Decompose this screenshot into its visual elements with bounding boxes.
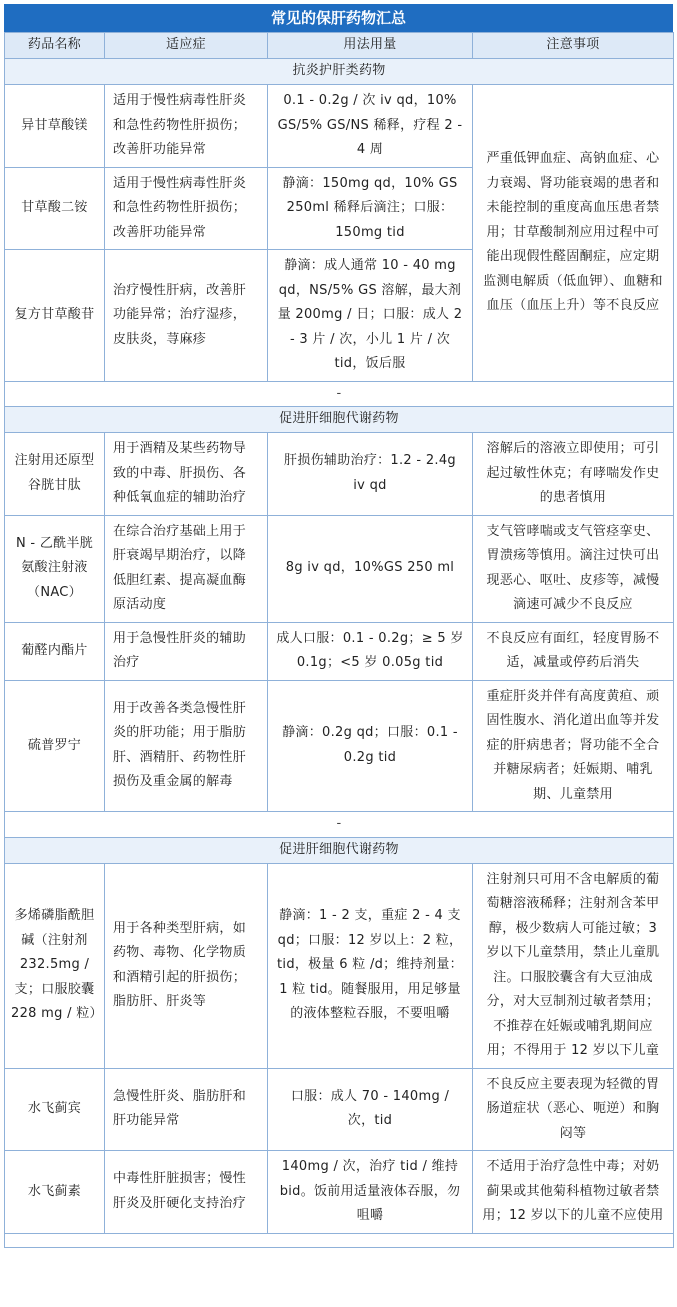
- section-row: [5, 837, 674, 863]
- drug-name: 水飞蓟素: [5, 1151, 105, 1234]
- section-row: [5, 59, 674, 85]
- indication: 用于改善各类急慢性肝炎的肝功能；用于脂肪肝、酒精肝、药物性肝损伤及重金属的解毒: [105, 680, 268, 812]
- indication: 适用于慢性病毒性肝炎和急性药物性肝损伤；改善肝功能异常: [105, 85, 268, 168]
- indication: 用于急慢性肝炎的辅助治疗: [105, 622, 268, 680]
- drug-table: [4, 32, 674, 1248]
- section-label: 抗炎护肝类药物: [5, 59, 674, 85]
- dosage: 静滴：150mg qd，10% GS 250ml 稀释后滴注；口服：150mg tid: [268, 167, 473, 250]
- drug-name: 甘草酸二铵: [5, 167, 105, 250]
- table-row: [5, 622, 674, 680]
- indication: 中毒性肝脏损害；慢性肝炎及肝硬化支持治疗: [105, 1151, 268, 1234]
- table-title: 常见的保肝药物汇总: [4, 4, 673, 32]
- note: 溶解后的溶液立即使用；可引起过敏性休克；有哮喘发作史的患者慎用: [473, 433, 674, 516]
- drug-name: 复方甘草酸苷: [5, 250, 105, 382]
- section-label: 促进肝细胞代谢药物: [5, 407, 674, 433]
- note: 不良反应主要表现为轻微的胃肠道症状（恶心、呃逆）和胸闷等: [473, 1068, 674, 1151]
- dosage: 静滴：0.2g qd；口服：0.1 - 0.2g tid: [268, 680, 473, 812]
- note: 重症肝炎并伴有高度黄疸、顽固性腹水、消化道出血等并发症的肝病患者；肾功能不全合并糖尿病者；妊娠期、哺乳期、儿童禁用: [473, 680, 674, 812]
- drug-name: 注射用还原型谷胱甘肽: [5, 433, 105, 516]
- drug-name: N - 乙酰半胱氨酸注射液（NAC）: [5, 515, 105, 622]
- note: 注射剂只可用不含电解质的葡萄糖溶液稀释；注射剂含苯甲醇，极少数病人可能过敏；3 岁以下儿童禁用，禁止儿童肌注。口服胶囊含有大豆油成分，对大豆制剂过敏者禁用；不推荐在妊娠或哺乳期间应用；不得用于 12 岁以下儿童: [473, 863, 674, 1068]
- table-row: [5, 863, 674, 1068]
- section-row: [5, 407, 674, 433]
- header-dosage: 用法用量: [268, 33, 473, 59]
- dosage: 成人口服：0.1 - 0.2g；≥ 5 岁 0.1g；<5 岁 0.05g tid: [268, 622, 473, 680]
- header-notes: 注意事项: [473, 33, 674, 59]
- dosage: 0.1 - 0.2g / 次 iv qd，10% GS/5% GS/NS 稀释，疗程 2 - 4 周: [268, 85, 473, 168]
- table-row: [5, 433, 674, 516]
- section-label: 促进肝细胞代谢药物: [5, 837, 674, 863]
- table-row: [5, 1151, 674, 1234]
- drug-name: 葡醛内酯片: [5, 622, 105, 680]
- drug-name: 硫普罗宁: [5, 680, 105, 812]
- note: 不适用于治疗急性中毒；对奶蓟果或其他菊科植物过敏者禁用；12 岁以下的儿童不应使用: [473, 1151, 674, 1234]
- separator-row: [5, 812, 674, 838]
- header-indication: 适应症: [105, 33, 268, 59]
- dosage: 静滴：1 - 2 支，重症 2 - 4 支 qd；口服：12 岁以上：2 粒，tid，极量 6 粒 /d；维持剂量：1 粒 tid。随餐服用，用足够量的液体整粒吞服，不要咀嚼: [268, 863, 473, 1068]
- indication: 急慢性肝炎、脂肪肝和肝功能异常: [105, 1068, 268, 1151]
- table-row: [5, 515, 674, 622]
- indication: 用于酒精及某些药物导致的中毒、肝损伤、各种低氧血症的辅助治疗: [105, 433, 268, 516]
- table-row: [5, 85, 674, 168]
- header-row: [5, 33, 674, 59]
- dosage: 8g iv qd，10%GS 250 ml: [268, 515, 473, 622]
- note: 不良反应有面红，轻度胃肠不适，减量或停药后消失: [473, 622, 674, 680]
- table-footer-row: [5, 1233, 674, 1247]
- drug-name: 多烯磷脂酰胆碱（注射剂 232.5mg / 支；口服胶囊 228 mg / 粒）: [5, 863, 105, 1068]
- header-drug-name: 药品名称: [5, 33, 105, 59]
- dosage: 口服：成人 70 - 140mg / 次，tid: [268, 1068, 473, 1151]
- indication: 治疗慢性肝病，改善肝功能异常；治疗湿疹，皮肤炎，荨麻疹: [105, 250, 268, 382]
- dosage: 140mg / 次，治疗 tid / 维持 bid。饭前用适量液体吞服，勿咀嚼: [268, 1151, 473, 1234]
- shared-note: 严重低钾血症、高钠血症、心力衰竭、肾功能衰竭的患者和未能控制的重度高血压患者禁用；甘草酸制剂应用过程中可能出现假性醛固酮症，应定期监测电解质（低血钾）、血糖和血压（血压上升）等不良反应: [473, 85, 674, 382]
- separator-row: [5, 381, 674, 407]
- table-row: [5, 1068, 674, 1151]
- note: 支气管哮喘或支气管痉挛史、胃溃疡等慎用。滴注过快可出现恶心、呕吐、皮疹等，减慢滴速可减少不良反应: [473, 515, 674, 622]
- drug-name: 异甘草酸镁: [5, 85, 105, 168]
- table-footer-cell: [5, 1233, 674, 1247]
- dosage: 静滴：成人通常 10 - 40 mg qd，NS/5% GS 溶解，最大剂量 200mg / 日；口服：成人 2 - 3 片 / 次，小儿 1 片 / 次 tid，饭后服: [268, 250, 473, 382]
- separator-mark: -: [5, 381, 674, 407]
- drug-summary-card: [4, 4, 673, 1248]
- drug-name: 水飞蓟宾: [5, 1068, 105, 1151]
- separator-mark: -: [5, 812, 674, 838]
- indication: 在综合治疗基础上用于肝衰竭早期治疗，以降低胆红素、提高凝血酶原活动度: [105, 515, 268, 622]
- dosage: 肝损伤辅助治疗：1.2 - 2.4g iv qd: [268, 433, 473, 516]
- table-row: [5, 680, 674, 812]
- indication: 适用于慢性病毒性肝炎和急性药物性肝损伤；改善肝功能异常: [105, 167, 268, 250]
- indication: 用于各种类型肝病，如药物、毒物、化学物质和酒精引起的肝损伤；脂肪肝、肝炎等: [105, 863, 268, 1068]
